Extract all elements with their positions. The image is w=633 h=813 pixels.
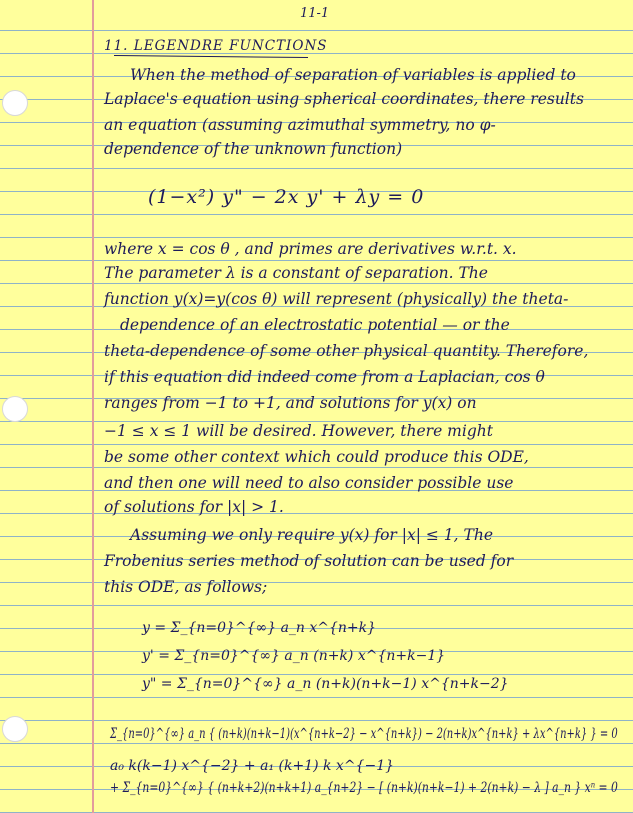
text-line: if this equation did indeed come from a Laplacian, cos θ bbox=[104, 368, 545, 386]
text-line: an equation (assuming azimuthal symmetry, no φ- bbox=[104, 116, 496, 134]
text-line: be some other context which could produce this ODE, bbox=[104, 448, 529, 466]
title-underline bbox=[114, 55, 308, 58]
text-line: −1 ≤ x ≤ 1 will be desired. However, there might bbox=[104, 422, 493, 440]
binder-hole bbox=[2, 90, 28, 116]
text-line: Laplace's equation using spherical coordinates, there results bbox=[104, 90, 584, 108]
page-number: 11-1 bbox=[300, 6, 330, 21]
text-line: where x = cos θ , and primes are derivatives w.r.t. x. bbox=[104, 240, 517, 258]
substituted-series: Σ_{n=0}^{∞} a_n { (n+k)(n+k−1)(x^{n+k−2} − x^{n+k}) − 2(n+k)x^{n+k} + λx^{n+k} } = 0 bbox=[110, 726, 618, 742]
text-line: function y(x)=y(cos θ) will represent (physically) the theta- bbox=[104, 290, 569, 308]
text-line: The parameter λ is a constant of separation. The bbox=[104, 264, 488, 282]
text-line: dependence of an electrostatic potential — or the bbox=[120, 316, 510, 334]
text-line: this ODE, as follows; bbox=[104, 578, 268, 596]
text-line: When the method of separation of variables is applied to bbox=[130, 66, 576, 84]
text-line: theta-dependence of some other physical quantity. Therefore, bbox=[104, 342, 589, 360]
text-line: Frobenius series method of solution can be used for bbox=[104, 552, 514, 570]
text-line: of solutions for |x| > 1. bbox=[104, 498, 284, 516]
text-line: dependence of the unknown function) bbox=[104, 140, 403, 158]
series-y-double-prime: y" = Σ_{n=0}^{∞} a_n (n+k)(n+k−1) x^{n+k−2} bbox=[142, 676, 509, 692]
binder-hole bbox=[2, 396, 28, 422]
section-title: 11. LEGENDRE FUNCTIONS bbox=[104, 38, 328, 54]
leading-terms: a₀ k(k−1) x^{−2} + a₁ (k+1) k x^{−1} bbox=[110, 758, 395, 774]
binder-hole bbox=[2, 716, 28, 742]
text-line: ranges from −1 to +1, and solutions for y(x) on bbox=[104, 394, 477, 412]
text-line: Assuming we only require y(x) for |x| ≤ 1, The bbox=[130, 526, 494, 544]
series-y: y = Σ_{n=0}^{∞} a_n x^{n+k} bbox=[142, 620, 377, 636]
text-line: and then one will need to also consider possible use bbox=[104, 474, 514, 492]
legendre-equation: (1−x²) y" − 2x y' + λy = 0 bbox=[148, 186, 425, 208]
recurrence-sum: + Σ_{n=0}^{∞} { (n+k+2)(n+k+1) a_{n+2} − [ (n+k)(n+k−1) + 2(n+k) − λ ] a_n } xⁿ = 0 bbox=[110, 780, 618, 796]
series-y-prime: y' = Σ_{n=0}^{∞} a_n (n+k) x^{n+k−1} bbox=[142, 648, 446, 664]
